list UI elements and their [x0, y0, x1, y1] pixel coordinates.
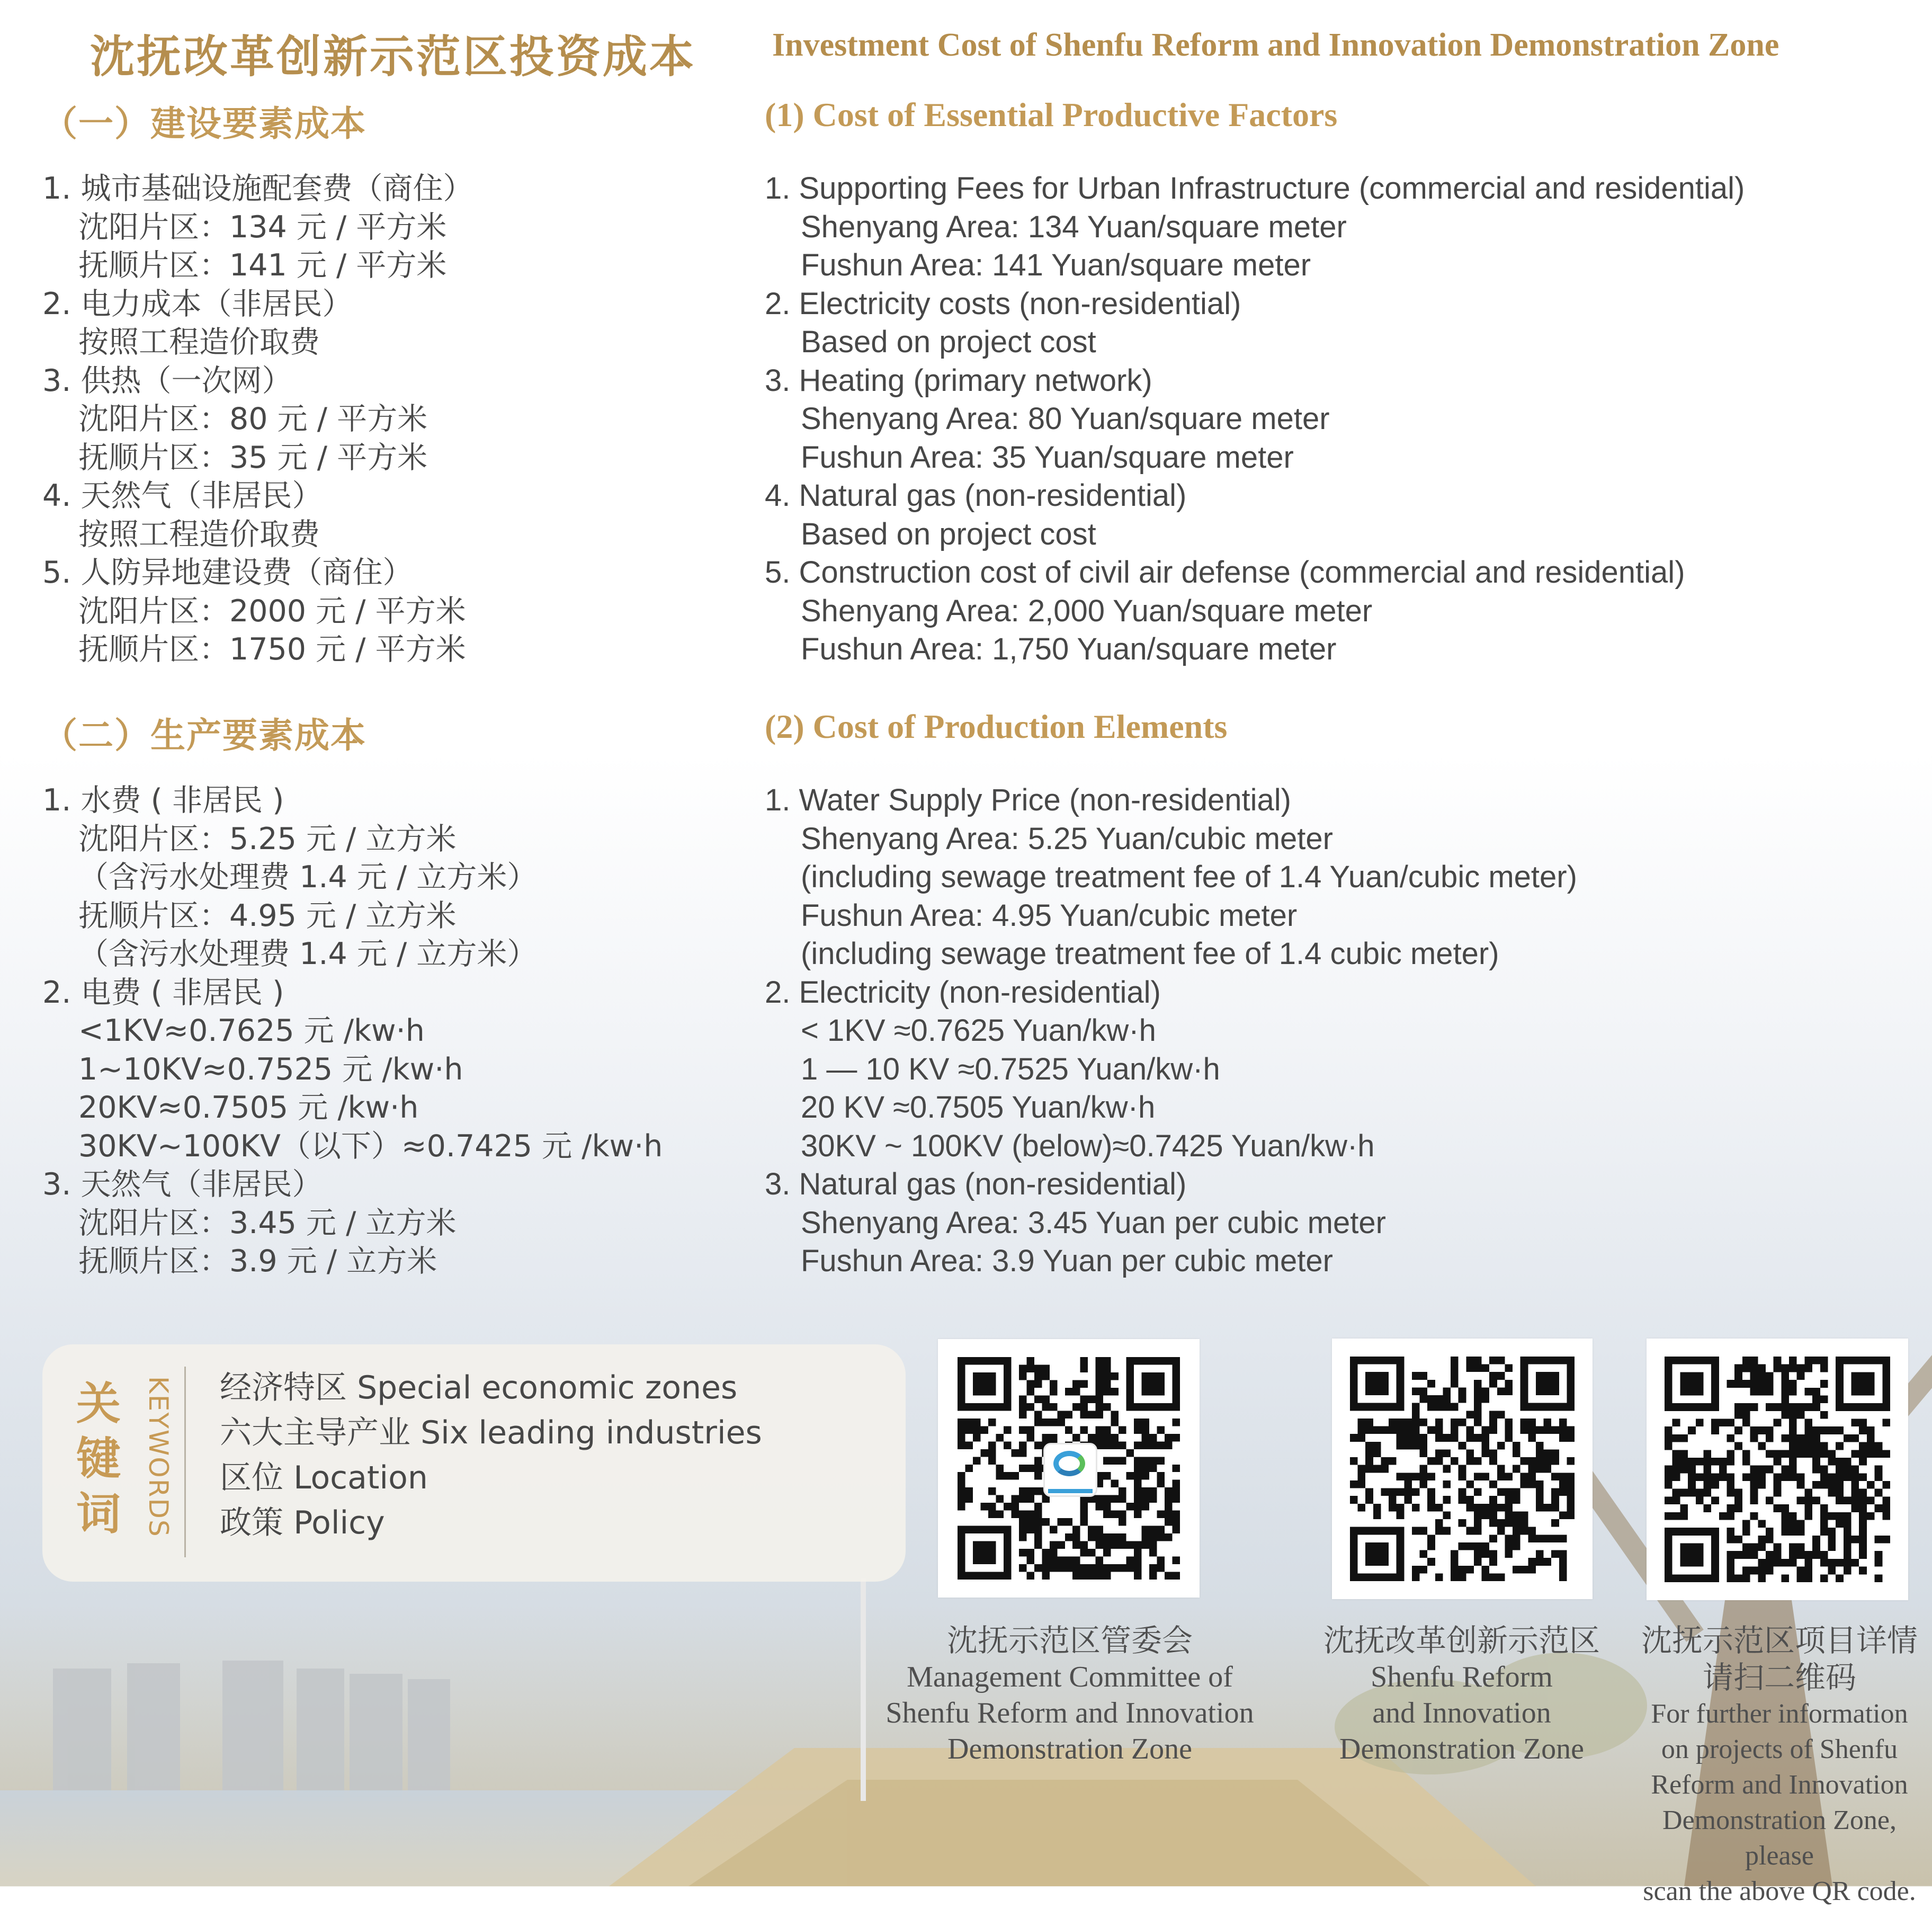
list-detail-line: Fushun Area: 1,750 Yuan/square meter	[801, 632, 1337, 666]
list-detail-line: 沈阳片区：5.25 元 / 立方米	[78, 821, 457, 857]
list-detail-line: Based on project cost	[801, 516, 1096, 551]
keywords-panel	[42, 1344, 906, 1582]
keyword-item: 政策 Policy	[220, 1504, 385, 1541]
list-item-heading: 4. 天然气（非居民）	[42, 478, 323, 513]
list-item-heading: 2. Electricity costs (non-residential)	[765, 286, 1241, 321]
section1-heading-en: (1) Cost of Essential Productive Factors	[765, 96, 1338, 133]
title-en: Investment Cost of Shenfu Reform and Innovation Demonstration Zone	[772, 27, 1779, 63]
list-detail-line: 抚顺片区：35 元 / 平方米	[78, 440, 428, 475]
list-item-heading: 2. 电费 ( 非居民 )	[42, 975, 284, 1010]
qr-caption-en-line: Demonstration Zone	[947, 1733, 1192, 1765]
list-detail-line: Shenyang Area: 3.45 Yuan per cubic meter	[801, 1205, 1386, 1240]
qr-code-project-details[interactable]	[1647, 1339, 1908, 1600]
list-detail-line: 按照工程造价取费	[78, 325, 320, 360]
list-item-heading: 5. 人防异地建设费（商住）	[42, 555, 413, 590]
section2-list-en	[765, 781, 1577, 1281]
list-detail-line: 30KV ~ 100KV (below)≈0.7425 Yuan/kw·h	[801, 1128, 1375, 1163]
qr-caption-en-line: Shenfu Reform and Innovation	[885, 1697, 1254, 1729]
qr-caption-en-line: on projects of Shenfu	[1661, 1734, 1898, 1764]
keywords-label-cn: 关键词	[76, 1377, 121, 1540]
list-detail-line: 1~10KV≈0.7525 元 /kw·h	[78, 1051, 463, 1087]
list-detail-line: 沈阳片区：3.45 元 / 立方米	[78, 1205, 457, 1241]
qr-code-management-committee[interactable]	[938, 1339, 1200, 1598]
qr-caption-en-line: For further information	[1651, 1699, 1908, 1729]
qr-code-demonstration-zone[interactable]	[1332, 1339, 1593, 1599]
list-detail-line: Based on project cost	[801, 325, 1096, 359]
list-detail-line: Fushun Area: 141 Yuan/square meter	[801, 248, 1311, 282]
list-item-heading: 3. 供热（一次网）	[42, 363, 292, 398]
list-detail-line: < 1KV ≈0.7625 Yuan/kw·h	[801, 1013, 1156, 1048]
list-detail-line: （含污水处理费 1.4 元 / 立方米）	[78, 860, 538, 895]
qr-caption-en-line: Demonstration Zone, please	[1662, 1805, 1897, 1871]
section2-heading-cn: （二）生产要素成本	[42, 715, 366, 756]
list-detail-line: （含污水处理费 1.4 元 / 立方米）	[78, 936, 538, 971]
list-detail-line: 沈阳片区：134 元 / 平方米	[78, 209, 447, 245]
list-item-heading: 2. 电力成本（非居民）	[42, 286, 353, 322]
list-detail-line: Shenyang Area: 80 Yuan/square meter	[801, 402, 1330, 436]
section1-heading-cn: （一）建设要素成本	[42, 103, 366, 144]
section1-list-en	[765, 170, 1745, 669]
qr-caption-en-line: Management Committee of	[907, 1661, 1233, 1693]
qr-code-pattern	[1665, 1357, 1890, 1582]
list-detail-line: Fushun Area: 3.9 Yuan per cubic meter	[801, 1244, 1333, 1278]
qr-caption-demonstration-zone	[1308, 1622, 1615, 1767]
qr-caption-en-line: Demonstration Zone	[1339, 1733, 1584, 1765]
qr-caption-cn-line: 请扫二维码	[1702, 1660, 1856, 1696]
qr-caption-management-committee	[863, 1622, 1276, 1767]
list-detail-line: 按照工程造价取费	[78, 516, 320, 552]
list-detail-line: 1 — 10 KV ≈0.7525 Yuan/kw·h	[801, 1051, 1220, 1086]
section2-heading-en: (2) Cost of Production Elements	[765, 708, 1228, 745]
qr-caption-cn: 沈抚示范区管委会	[946, 1622, 1193, 1658]
title-cn: 沈抚改革创新示范区投资成本	[90, 30, 696, 83]
list-item-heading: 1. Supporting Fees for Urban Infrastructure (commercial and residential)	[765, 171, 1745, 206]
keyword-item: 经济特区 Special economic zones	[220, 1369, 738, 1406]
list-detail-line: 30KV~100KV（以下）≈0.7425 元 /kw·h	[78, 1128, 663, 1164]
list-detail-line: 20 KV ≈0.7505 Yuan/kw·h	[801, 1090, 1156, 1125]
list-item-heading: 5. Construction cost of civil air defense (commercial and residential)	[765, 555, 1685, 590]
list-detail-line: (including sewage treatment fee of 1.4 cubic meter)	[801, 936, 1499, 971]
list-detail-line: 抚顺片区：141 元 / 平方米	[78, 248, 447, 283]
section1-list-cn	[42, 170, 473, 669]
list-detail-line: <1KV≈0.7625 元 /kw·h	[78, 1013, 425, 1048]
list-detail-line: Shenyang Area: 5.25 Yuan/cubic meter	[801, 821, 1333, 856]
keywords-label-en: KEYWORDS	[143, 1376, 174, 1538]
list-item-heading: 1. Water Supply Price (non-residential)	[765, 783, 1291, 817]
list-detail-line: 沈阳片区：80 元 / 平方米	[78, 402, 428, 436]
list-detail-line: 抚顺片区：4.95 元 / 立方米	[78, 898, 457, 933]
qr-caption-cn-line: 沈抚示范区项目详情	[1641, 1622, 1918, 1658]
list-detail-line: Fushun Area: 35 Yuan/square meter	[801, 440, 1294, 475]
list-item-heading: 3. 天然气（非居民）	[42, 1167, 323, 1202]
list-detail-line: 20KV≈0.7505 元 /kw·h	[78, 1090, 419, 1125]
qr-logo-icon	[1043, 1443, 1097, 1497]
qr-caption-en-line: scan the above QR code.	[1643, 1876, 1916, 1906]
keywords-list	[220, 1366, 762, 1546]
list-item-heading: 3. Heating (primary network)	[765, 363, 1152, 398]
keywords-divider	[184, 1367, 186, 1557]
qr-caption-en-line: and Innovation	[1372, 1697, 1551, 1729]
qr-caption-en-line: Shenfu Reform	[1371, 1661, 1553, 1693]
list-item-heading: 1. 水费 ( 非居民 )	[42, 783, 284, 818]
list-detail-line: (including sewage treatment fee of 1.4 Yuan/cubic meter)	[801, 860, 1577, 894]
list-item-heading: 3. Natural gas (non-residential)	[765, 1167, 1187, 1201]
qr-caption-en-line: Reform and Innovation	[1651, 1770, 1908, 1800]
list-item-heading: 1. 城市基础设施配套费（商住）	[42, 171, 473, 206]
section2-list-cn	[42, 781, 663, 1281]
list-detail-line: 抚顺片区：1750 元 / 平方米	[78, 632, 466, 667]
qr-caption-project-details	[1631, 1622, 1928, 1909]
list-detail-line: Fushun Area: 4.95 Yuan/cubic meter	[801, 898, 1298, 933]
list-detail-line: Shenyang Area: 2,000 Yuan/square meter	[801, 593, 1373, 628]
list-detail-line: 抚顺片区：3.9 元 / 立方米	[78, 1244, 437, 1279]
keyword-item: 六大主导产业 Six leading industries	[220, 1414, 762, 1451]
list-detail-line: 沈阳片区：2000 元 / 平方米	[78, 593, 466, 629]
qr-caption-cn: 沈抚改革创新示范区	[1323, 1622, 1600, 1658]
list-item-heading: 2. Electricity (non-residential)	[765, 975, 1161, 1010]
list-detail-line: Shenyang Area: 134 Yuan/square meter	[801, 209, 1347, 244]
keyword-item: 区位 Location	[220, 1459, 428, 1496]
qr-code-pattern	[1350, 1357, 1575, 1581]
list-item-heading: 4. Natural gas (non-residential)	[765, 478, 1187, 513]
